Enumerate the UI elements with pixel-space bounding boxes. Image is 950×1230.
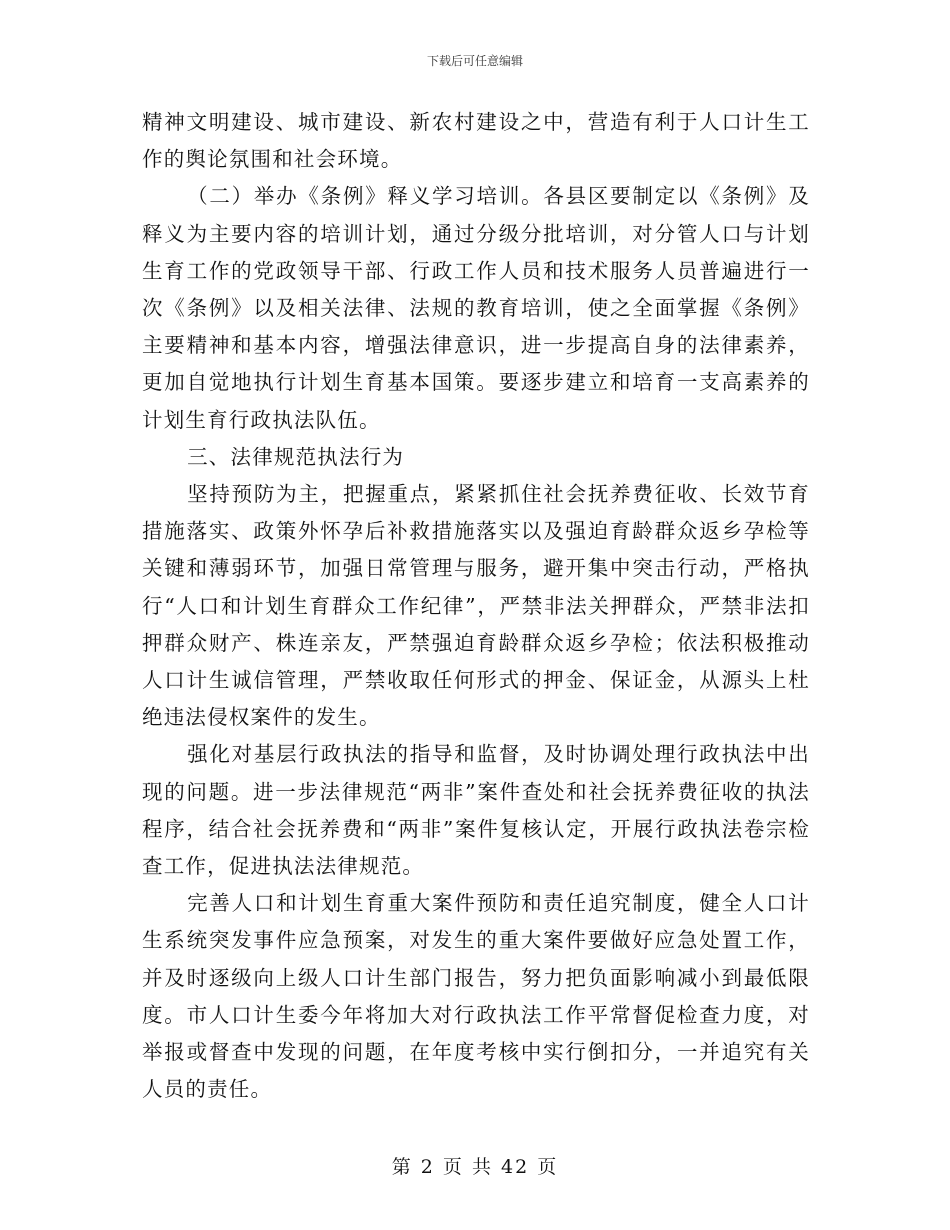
- section-heading: 三、法律规范执法行为: [187, 444, 405, 469]
- paragraph: 完善人口和计划生育重大案件预防和责任追究制度，健全人口计生系统突发事件应急预案，对发生的重大案件要做好应急处置工作，并及时逐级向上级人口计生部门报告，努力把负面影响减小到最低限度。市人口计生委今年将加大对行政执法工作平常督促检查力度，对举报或督查中发现的问题，在年度考核中实行倒扣分，一并追究有关人员的责任。: [142, 891, 810, 1102]
- paragraph: 坚持预防为主，把握重点，紧紧抓住社会抚养费征收、长效节育措施落实、政策外怀孕后补救措施落实以及强迫育龄群众返乡孕检等关键和薄弱环节，加强日常管理与服务，避开集中突击行动，严格执行“人口和计划生育群众工作纪律”，严禁非法关押群众，严禁非法扣押群众财产、株连亲友，严禁强迫育龄群众返乡孕检；依法积极推动人口计生诚信管理，严禁收取任何形式的押金、保证金，从源头上杜绝违法侵权案件的发生。: [142, 482, 810, 730]
- paragraph: 强化对基层行政执法的指导和监督，及时协调处理行政执法中出现的问题。进一步法律规范“两非”案件查处和社会抚养费征收的执法程序，结合社会抚养费和“两非”案件复核认定，开展行政执法卷宗检查工作，促进执法法律规范。: [142, 742, 810, 879]
- paragraph: （二）举办《条例》释义学习培训。各县区要制定以《条例》及释义为主要内容的培训计划，通过分级分批培训，对分管人口与计划生育工作的党政领导干部、行政工作人员和技术服务人员普遍进行一次《条例》以及相关法律、法规的教育培训，使之全面掌握《条例》主要精神和基本内容，增强法律意识，进一步提高自身的法律素养，更加自觉地执行计划生育基本国策。要逐步建立和培育一支高素养的计划生育行政执法队伍。: [142, 184, 810, 432]
- document-body: [142, 104, 810, 1108]
- page-header: 下载后可任意编辑: [426, 54, 523, 68]
- page-number-footer: 第 2 页 共 42 页: [391, 1156, 559, 1178]
- paragraph: 精神文明建设、城市建设、新农村建设之中，营造有利于人口计生工作的舆论氛围和社会环境。: [142, 110, 810, 172]
